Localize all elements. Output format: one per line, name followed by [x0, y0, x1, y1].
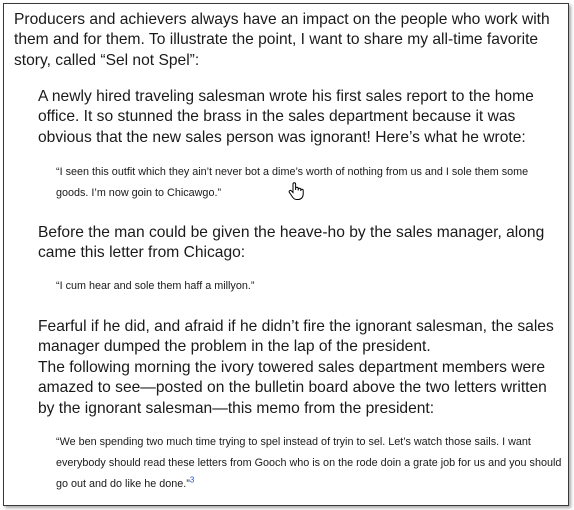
- president-memo-text: “We ben spending two much time trying to spel instead of tryin to sel. Let’s watch those sails. I want everybody should read these letters from Gooch who is on the rode doin a grate job for us and you should go out and do like he done.”: [56, 436, 562, 490]
- salesman-report-quote: “I seen this outfit which they ain’t never bot a dime’s worth of nothing from us and I sole them some goods. I’m now goin to Chicawgo.”: [56, 166, 529, 199]
- president-memo-quote: [56, 432, 562, 495]
- footnote-marker[interactable]: 3: [189, 475, 195, 485]
- intro-paragraph: Producers and achievers always have an impact on the people who work with them and for them. To illustrate the point, I want to share my all-time favorite story, called “Sel not Spel”:: [14, 11, 550, 69]
- story-paragraph-3: [38, 317, 562, 419]
- story-paragraph-3b: The following morning the ivory towered sales department members were amazed to see—posted on the bulletin board above the two letters written by the ignorant salesman—this memo from the president:: [38, 358, 547, 417]
- chicago-letter-quote: “I cum hear and sole them haff a millyon.”: [56, 280, 255, 292]
- story-paragraph-3a: Fearful if he did, and afraid if he didn’t fire the ignorant salesman, the sales manager dumped the problem in the lap of the president.: [38, 318, 554, 356]
- hand-cursor-icon: [287, 181, 305, 201]
- story-paragraph-2: Before the man could be given the heave-ho by the sales manager, along came this letter from Chicago:: [38, 224, 545, 262]
- story-paragraph-1: A newly hired traveling salesman wrote his first sales report to the home office. It so stunned the brass in the sales department because it was obvious that the new sales person was ignorant! Here’s what he wrote:: [38, 88, 534, 146]
